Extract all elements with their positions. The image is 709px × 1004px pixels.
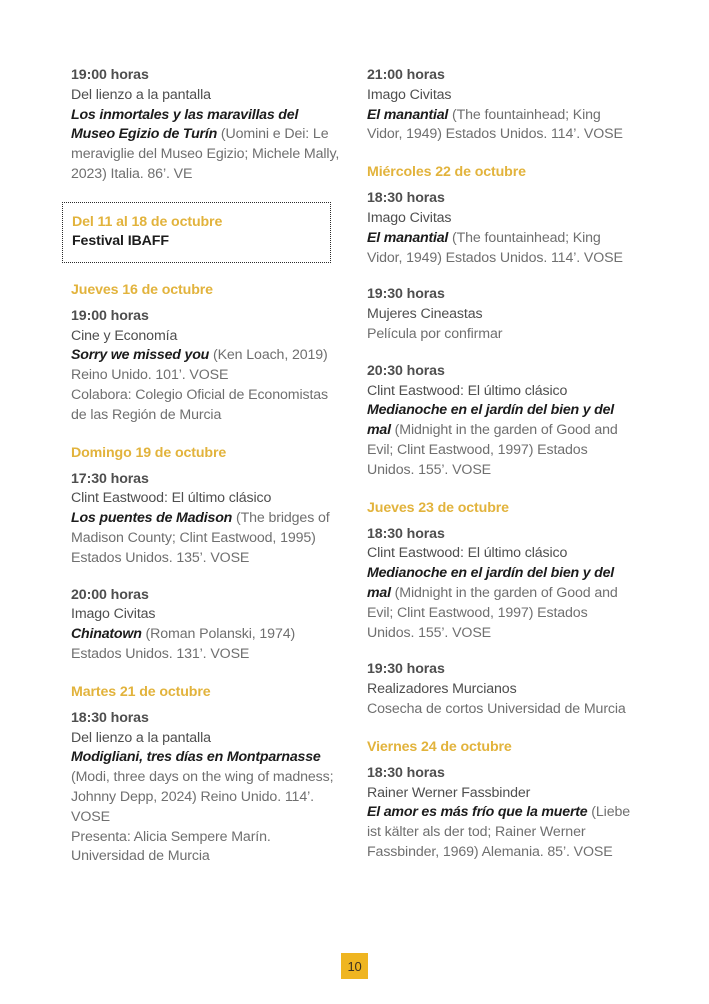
screening-time: 19:00 horas: [71, 307, 149, 324]
screening-time: 21:00 horas: [367, 67, 445, 83]
screening-time: 19:00 horas: [71, 67, 149, 83]
screening-film-line: [71, 509, 340, 568]
day-heading: Viernes 24 de octubre: [367, 738, 512, 755]
film-details: (The fountainhead; King Vidor, 1949) Estados Unidos. 114’. VOSE: [367, 229, 623, 266]
day-heading: Jueves 16 de octubre: [71, 281, 213, 298]
screening-note: Presenta: Alicia Sempere Marín. Universidad de Murcia: [71, 828, 271, 865]
screening-time: 18:30 horas: [71, 709, 149, 726]
screening-cycle: Clint Eastwood: El último clásico: [71, 490, 272, 507]
left-column: [71, 66, 340, 867]
screening-film-line: [367, 229, 636, 269]
film-title: El manantial: [367, 106, 449, 123]
program-columns: [71, 66, 641, 867]
film-details: (Uomini e Dei: Le meraviglie del Museo Egizio; Michele Mally, 2023) Italia. 86’. VE: [71, 126, 340, 182]
screening-time: 19:30 horas: [367, 286, 445, 303]
screening-entry: [367, 285, 636, 344]
screening-time: 19:30 horas: [367, 661, 445, 678]
film-title: Sorry we missed you: [71, 347, 210, 364]
film-details: Película por confirmar: [367, 326, 503, 342]
film-details: (Roman Polanski, 1974) Estados Unidos. 131’. VOSE: [71, 626, 296, 662]
day-heading: Domingo 19 de octubre: [71, 444, 227, 461]
film-details: Cosecha de cortos Universidad de Murcia: [367, 700, 626, 717]
screening-entry: [71, 470, 340, 569]
film-title: Los inmortales y las maravillas del Museo Egizio de Turín: [71, 106, 299, 143]
screening-cycle: Imago Civitas: [71, 606, 156, 623]
screening-film-line: [367, 803, 636, 862]
screening-cycle: Del lienzo a la pantalla: [71, 86, 211, 103]
screening-film-line: [367, 564, 636, 643]
film-details: (Midnight in the garden of Good and Evil; Clint Eastwood, 1997) Estados Unidos. 155’. VOSE: [367, 585, 618, 641]
screening-cycle: Cine y Economía: [71, 327, 178, 344]
film-title: El manantial: [367, 229, 449, 246]
screening-film-line: [71, 625, 340, 665]
day-heading: Miércoles 22 de octubre: [367, 164, 526, 181]
screening-cycle: Clint Eastwood: El último clásico: [367, 382, 568, 399]
film-details: (The bridges of Madison County; Clint Eastwood, 1995) Estados Unidos. 135’. VOSE: [71, 510, 330, 566]
festival-highlight-box: [62, 202, 331, 263]
film-details: (Ken Loach, 2019) Reino Unido. 101’. VOSE: [71, 347, 328, 384]
screening-film-line: [71, 346, 340, 386]
screening-time: 17:30 horas: [71, 470, 149, 487]
screening-entry: [367, 525, 636, 644]
film-title: Medianoche en el jardín del bien y del mal: [367, 565, 615, 601]
screening-cycle: Realizadores Murcianos: [367, 681, 517, 698]
film-details: (The fountainhead; King Vidor, 1949) Estados Unidos. 114’. VOSE: [367, 106, 623, 143]
screening-time: 18:30 horas: [367, 764, 445, 781]
screening-cycle: Mujeres Cineastas: [367, 306, 483, 323]
screening-film-line: [367, 401, 636, 480]
screening-entry: [367, 66, 636, 145]
screening-entry: [367, 660, 636, 719]
screening-entry: [367, 189, 636, 268]
film-details: (Midnight in the garden of Good and Evil; Clint Eastwood, 1997) Estados Unidos. 155’. VOSE: [367, 422, 618, 478]
screening-entry: [367, 764, 636, 863]
screening-entry: [71, 66, 340, 185]
festival-dates: Del 11 al 18 de octubre: [72, 213, 223, 230]
film-title: Medianoche en el jardín del bien y del mal: [367, 402, 615, 439]
screening-cycle: Rainer Werner Fassbinder: [367, 784, 531, 801]
screening-time: 20:00 horas: [71, 586, 149, 603]
screening-cycle: Del lienzo a la pantalla: [71, 729, 211, 746]
screening-time: 18:30 horas: [367, 525, 445, 542]
screening-cycle: Imago Civitas: [367, 86, 452, 103]
film-title: Modigliani, tres días en Montparnasse: [71, 749, 321, 766]
screening-time: 20:30 horas: [367, 362, 445, 379]
screening-film-line: [71, 106, 340, 185]
screening-entry: [71, 709, 340, 867]
film-details: (Liebe ist kälter als der tod; Rainer Werner Fassbinder, 1969) Alemania. 85’. VOSE: [367, 804, 631, 860]
film-title: Chinatown: [71, 626, 142, 643]
screening-cycle: Clint Eastwood: El último clásico: [367, 545, 568, 562]
screening-film-line: [367, 106, 636, 146]
screening-note: Colabora: Colegio Oficial de Economistas de las Región de Murcia: [71, 387, 329, 423]
screening-time: 18:30 horas: [367, 190, 445, 207]
screening-entry: [367, 362, 636, 481]
right-column: [367, 66, 636, 863]
day-heading: Martes 21 de octubre: [71, 683, 211, 700]
screening-film-line: [367, 700, 636, 720]
screening-film-line: [367, 325, 636, 345]
screening-film-line: [71, 748, 340, 827]
day-heading: Jueves 23 de octubre: [367, 499, 509, 516]
screening-entry: [71, 586, 340, 665]
film-title: El amor es más frío que la muerte: [367, 804, 588, 821]
screening-entry: [71, 307, 340, 426]
film-details: (Modi, three days on the wing of madness; Johnny Depp, 2024) Reino Unido. 114’. VOSE: [71, 769, 334, 825]
film-title: Los puentes de Madison: [71, 510, 233, 527]
page-number-badge: 10: [341, 953, 368, 979]
screening-cycle: Imago Civitas: [367, 210, 452, 227]
festival-name: Festival IBAFF: [72, 232, 169, 249]
